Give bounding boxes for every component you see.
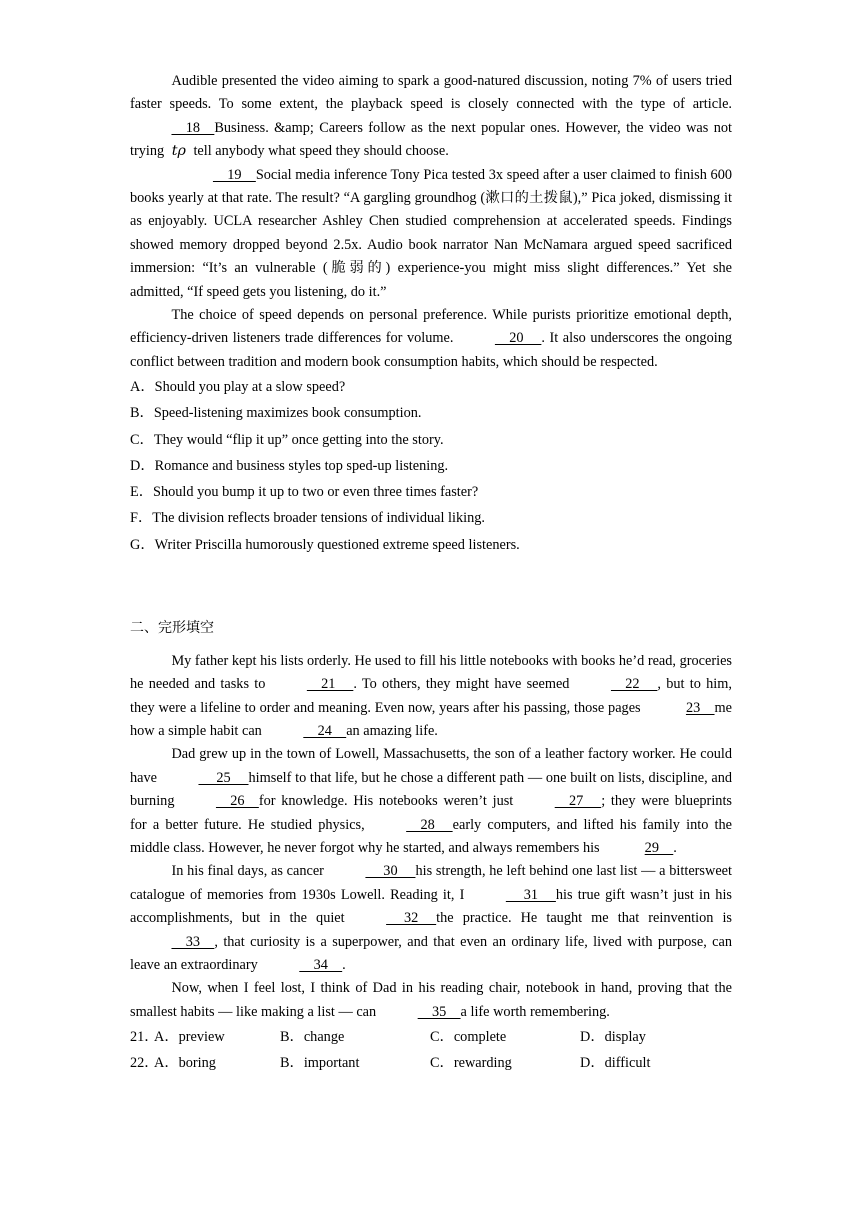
passage-paragraph-2 [130, 164, 732, 304]
option-e: E．Should you bump it up to two or even three times faster? [130, 484, 479, 501]
text-run: a life worth remembering. [460, 1003, 610, 1020]
option-list [130, 374, 732, 557]
blank-34[interactable]: 34 [299, 956, 343, 973]
cloze-paragraph-2 [130, 743, 732, 860]
option-c: C．They would “flip it up” once getting into the story. [130, 431, 444, 448]
text-run: . To others, they might have seemed [353, 676, 570, 693]
garbled-glyph: tρ [171, 143, 186, 160]
cloze-paragraph-1 [130, 650, 732, 744]
option-f: F．The division reflects broader tensions of individual liking. [130, 510, 485, 527]
blank-25[interactable]: 25 [198, 769, 249, 786]
option-b: B．Speed-listening maximizes book consumption. [130, 405, 422, 422]
blank-32[interactable]: 32 [386, 910, 437, 927]
blank-19[interactable]: 19 [212, 166, 256, 183]
passage-paragraph-3 [130, 304, 732, 374]
choice-c[interactable]: C．complete [430, 1029, 507, 1046]
blank-35[interactable]: 35 [417, 1003, 461, 1020]
text-run: early computers, and lifted his family into the middle class. However, he never forgot why he started, and always remembers his [130, 816, 732, 856]
text-run: Social media inference Tony Pica tested 3x speed after a user claimed to finish 600 books yearly at that rate. The result? “A gargling groundhog (漱口的土拨鼠),” Pica joked, dismissing it as enjoyably. UCLA researcher Ashley Chen studied comprehension at accelerated speeds. Findings showed memory dropped beyond 2.5x. Audio book narrator Nan McNamara argued speed sacrificed immersion: “It’s an vulnerable (脆弱的) experience-you might miss slight differences.” Yet she admitted, “If speed gets you listening, do it.” [130, 166, 732, 300]
text-run: tell anybody what speed they should choose. [189, 143, 449, 160]
question-22 [130, 1050, 732, 1076]
question-21 [130, 1024, 732, 1050]
passage-paragraph-1 [130, 70, 732, 164]
question-number: 21． [130, 1029, 159, 1046]
text-run: the practice. He taught me that reinvention is [436, 910, 732, 927]
option-a: A．Should you play at a slow speed? [130, 379, 346, 396]
choice-d[interactable]: D．display [580, 1029, 646, 1046]
choice-b[interactable]: B．important [280, 1055, 360, 1072]
text-run: The choice of speed depends on personal preference. While purists prioritize emotional depth, efficiency-driven listeners trade differences for volume. [130, 307, 732, 347]
blank-27[interactable]: 27 [554, 793, 602, 810]
text-run: his strength, he left behind one last list — a bittersweet catalogue of memories from 1930s Lowell. Reading it, I [130, 863, 732, 903]
choice-d[interactable]: D．difficult [580, 1055, 651, 1072]
blank-23[interactable]: 23 [685, 699, 715, 716]
blank-24[interactable]: 24 [303, 722, 347, 739]
choice-c[interactable]: C．rewarding [430, 1055, 512, 1072]
text-run: Dad grew up in the town of Lowell, Massachusetts, the son of a leather factory worker. He could have [130, 746, 732, 786]
text-run: , that curiosity is a superpower, and that even an ordinary life, lived with purpose, can leave an extraordinary [130, 933, 732, 973]
document-page [130, 70, 732, 1077]
text-run: his true gift wasn’t just in his accomplishments, but in the quiet [130, 886, 732, 927]
text-run: Business. &amp; Careers follow as the next popular ones. However, the video was not trying [130, 119, 732, 160]
blank-31[interactable]: 31 [505, 886, 556, 903]
cloze-paragraph-3 [130, 860, 732, 977]
text-run: for knowledge. His notebooks weren’t just [258, 793, 514, 810]
blank-29[interactable]: 29 [644, 839, 674, 856]
blank-21[interactable]: 21 [306, 676, 354, 693]
text-run: My father kept his lists orderly. He used to fill his little notebooks with books he’d read, groceries he needed and tasks to [130, 652, 732, 693]
blank-30[interactable]: 30 [365, 863, 416, 880]
text-run: Now, when I feel lost, I think of Dad in his reading chair, notebook in hand, proving that the smallest habits — like making a list — can [130, 980, 732, 1020]
text-run: In his final days, as cancer [171, 863, 324, 880]
text-run: . It also underscores the ongoing conflict between tradition and modern book consumption habits, which should be respected. [130, 330, 732, 370]
blank-22[interactable]: 22 [610, 676, 658, 693]
option-g: G．Writer Priscilla humorously questioned extreme speed listeners. [130, 536, 520, 553]
blank-18[interactable]: 18 [171, 119, 215, 136]
text-run: ; they were blueprints for a better future. He studied physics, [130, 793, 732, 833]
question-number: 22． [130, 1055, 159, 1072]
choice-a[interactable]: A．boring [154, 1055, 216, 1072]
blank-26[interactable]: 26 [215, 793, 259, 810]
text-run: , but to him, they were a lifeline to order and meaning. Even now, years after his passing, those pages [130, 676, 732, 716]
cloze-paragraph-4 [130, 977, 732, 1024]
text-run: . [342, 956, 346, 973]
blank-20[interactable]: 20 [494, 330, 542, 347]
option-d: D．Romance and business styles top sped-up listening. [130, 457, 449, 474]
choice-b[interactable]: B．change [280, 1029, 345, 1046]
choice-a[interactable]: A．preview [154, 1029, 225, 1046]
section-heading: 二、完形填空 [130, 619, 214, 636]
text-run: . [673, 839, 677, 856]
text-run: me how a simple habit can [130, 699, 732, 739]
blank-33[interactable]: 33 [171, 933, 215, 950]
text-run: Audible presented the video aiming to spark a good-natured discussion, noting 7% of users tried faster speeds. To some extent, the playback speed is closely connected with the type of article. [130, 73, 732, 113]
blank-28[interactable]: 28 [406, 816, 453, 833]
text-run: himself to that life, but he chose a different path — one built on lists, discipline, and burning [130, 769, 732, 810]
text-run: an amazing life. [346, 722, 438, 739]
